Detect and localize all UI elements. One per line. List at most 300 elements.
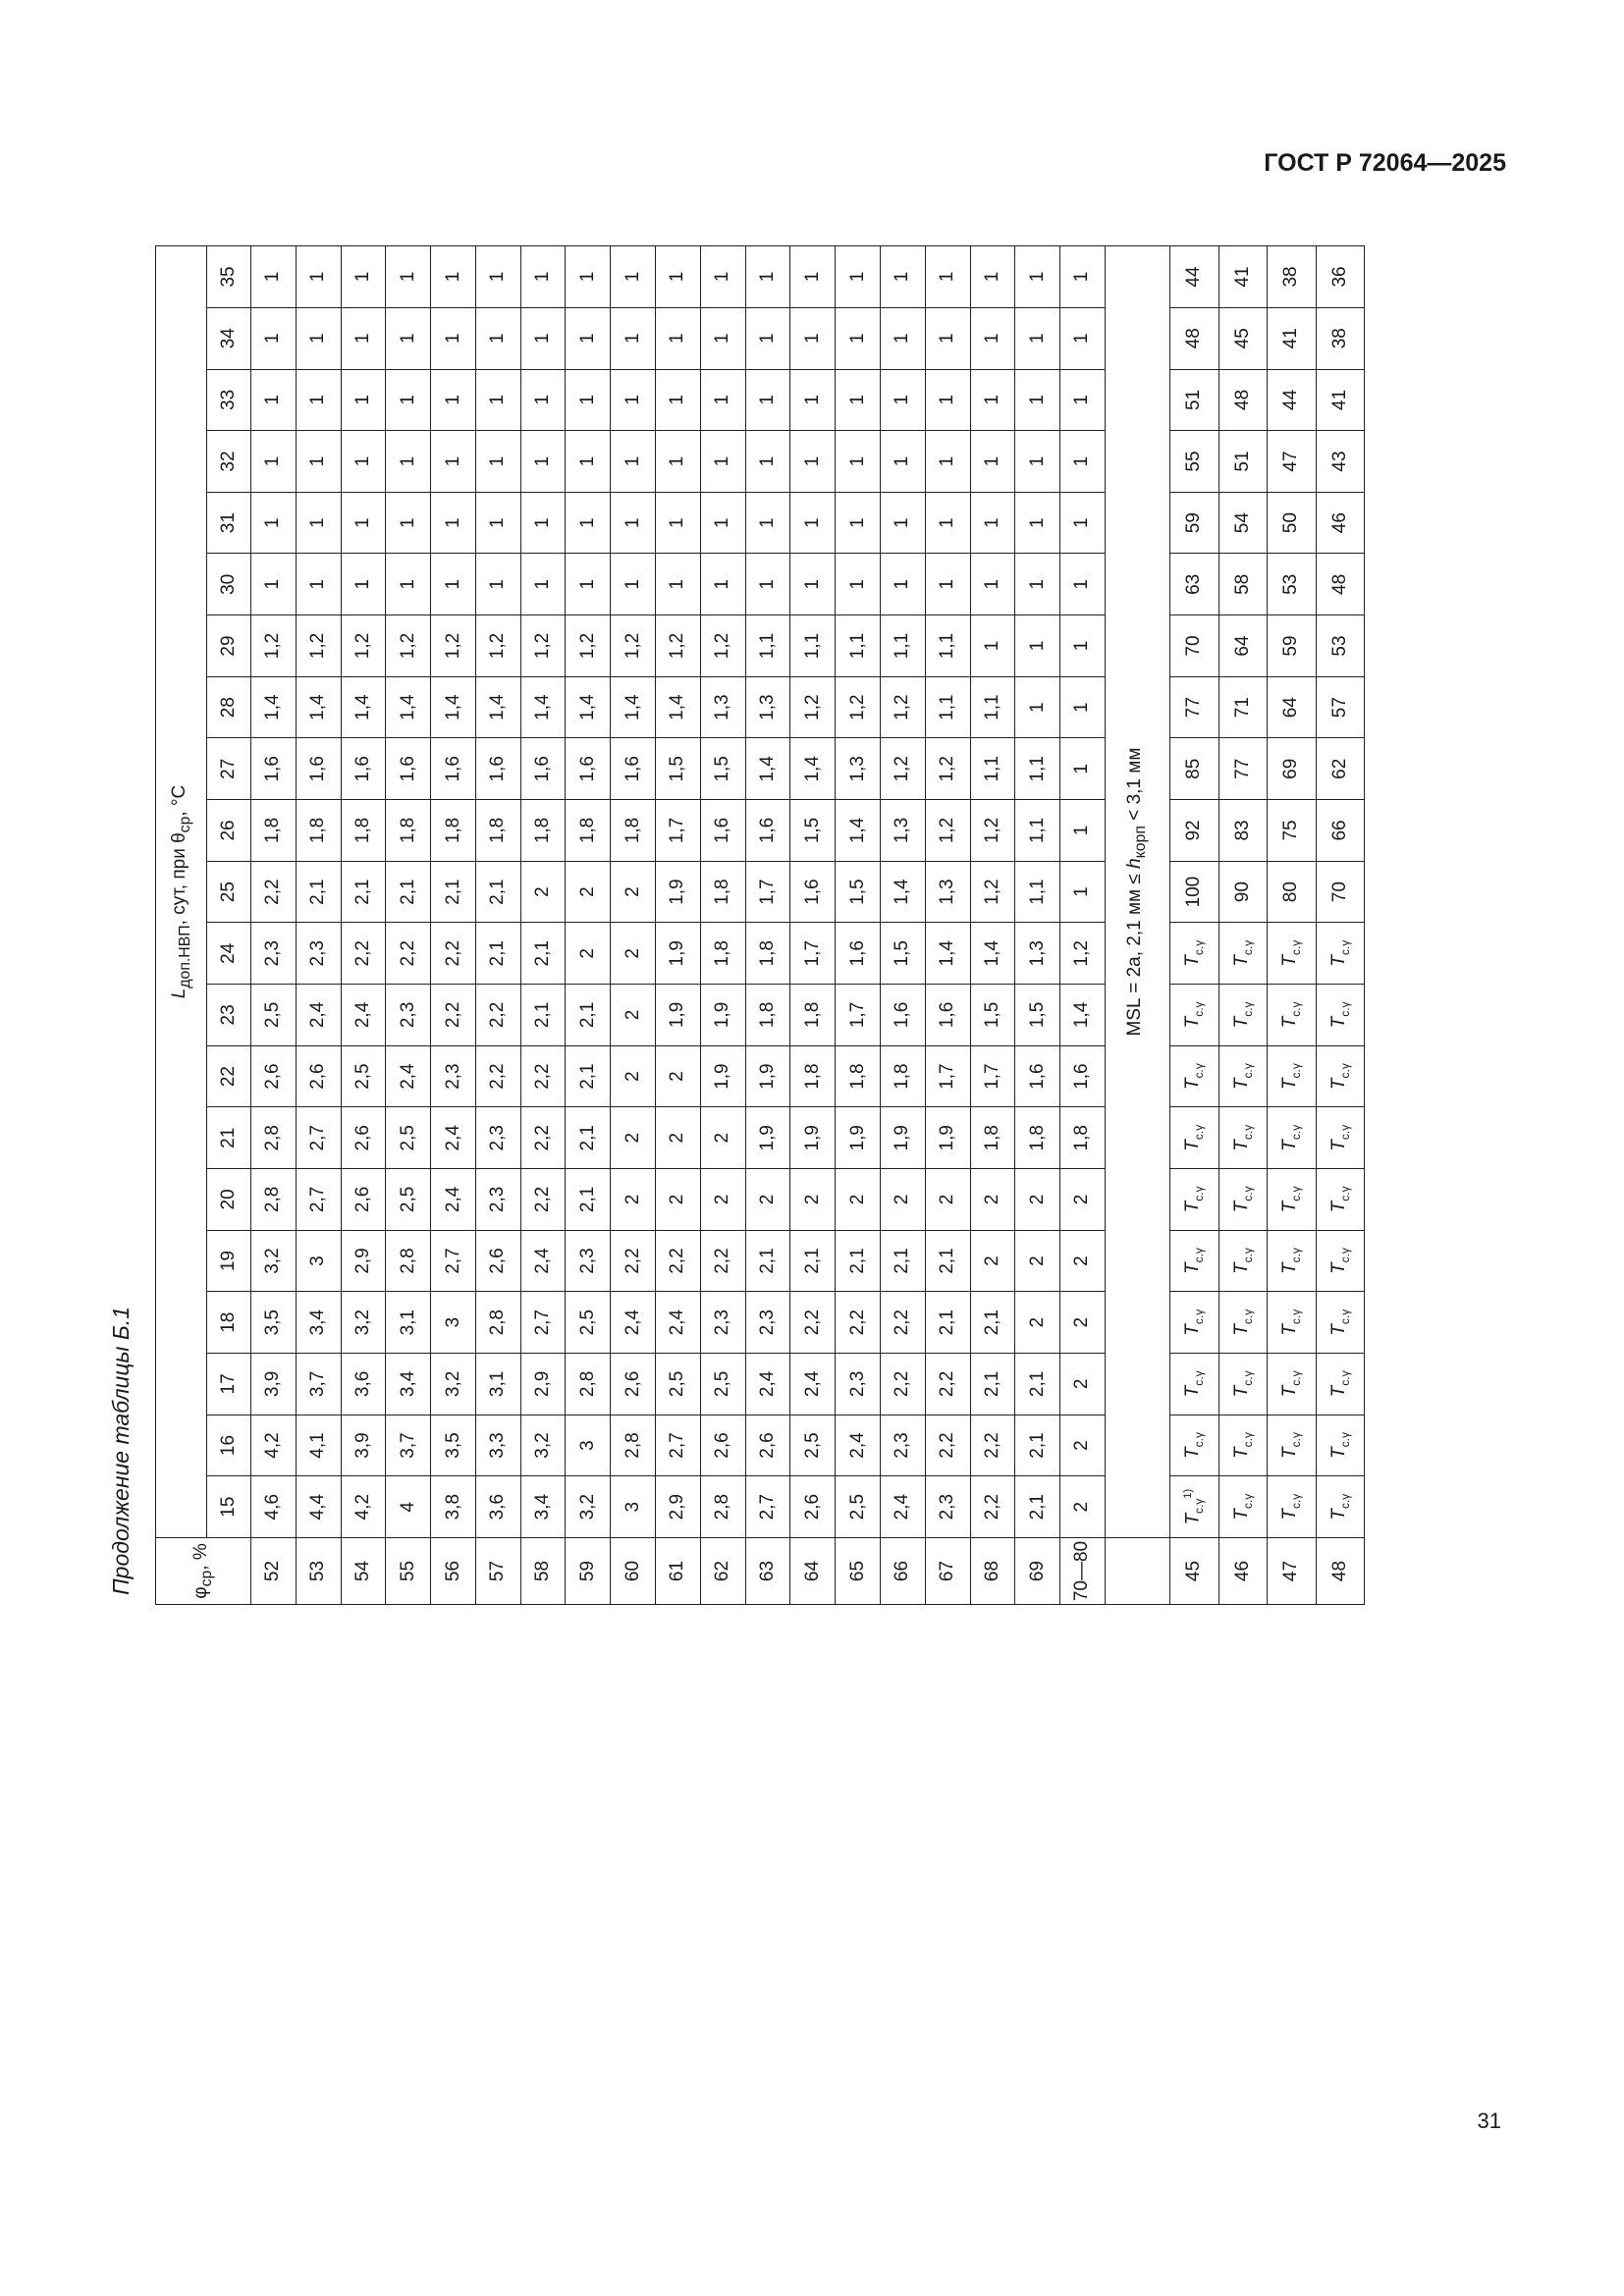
- table-cell: 70: [1169, 615, 1218, 677]
- table-cell: 2,7: [656, 1415, 701, 1476]
- table-cell: 3,5: [431, 1415, 476, 1476]
- table-cell: 2,1: [1015, 1415, 1060, 1476]
- table-cell: 1: [341, 307, 386, 369]
- table-cell: 4,2: [341, 1476, 386, 1538]
- phi-value: 63: [745, 1538, 790, 1605]
- table-cell: 2,7: [296, 1169, 341, 1231]
- table-cell: 1,4: [925, 923, 970, 985]
- table-cell: 1,2: [836, 676, 881, 738]
- tc-cell: [1169, 1292, 1218, 1354]
- table-cell: 1: [566, 431, 611, 493]
- table-cell: 1,9: [925, 1107, 970, 1169]
- table-cell: 1,1: [1015, 861, 1060, 923]
- tc-subscript: c.γ: [1192, 1063, 1207, 1079]
- table-cell: 2,8: [386, 1230, 431, 1292]
- tc-symbol: T: [1182, 1140, 1204, 1151]
- table-cell: 1,2: [611, 615, 656, 677]
- table-cell: 1,2: [925, 738, 970, 800]
- table-cell: 1,9: [700, 985, 745, 1046]
- table-cell: 2,4: [431, 1107, 476, 1169]
- table-cell: 3,4: [520, 1476, 566, 1538]
- table-row: [520, 246, 566, 1605]
- table-cell: 2,4: [745, 1354, 790, 1415]
- table-cell: 1: [431, 369, 476, 431]
- table-cell: 1,4: [880, 861, 925, 923]
- table-cell: 1: [1060, 246, 1106, 308]
- table-cell: 1: [1015, 431, 1060, 493]
- table-cell: 53: [1268, 554, 1316, 615]
- table-cell: 2,6: [341, 1169, 386, 1231]
- table-cell: 2,7: [431, 1230, 476, 1292]
- tc-subscript: c.γ: [1192, 1186, 1207, 1201]
- table-cell: 3,1: [386, 1292, 431, 1354]
- table-row: [836, 246, 881, 1605]
- table-cell: 58: [1218, 554, 1267, 615]
- tc-symbol: T: [1279, 955, 1301, 967]
- table-cell: 1,6: [611, 738, 656, 800]
- tc-subscript: c.γ: [1240, 1308, 1255, 1325]
- table-cell: 1,6: [700, 800, 745, 862]
- table-cell: 2,3: [925, 1476, 970, 1538]
- tc-cell: [1268, 985, 1316, 1046]
- table-cell: 1: [611, 246, 656, 308]
- tc-cell: [1218, 1292, 1267, 1354]
- table-cell: 2,5: [341, 1045, 386, 1107]
- table-row: [566, 246, 611, 1605]
- table-cell: 1: [611, 307, 656, 369]
- table-cell: 1,2: [1060, 923, 1106, 985]
- tc-cell: [1169, 1045, 1218, 1107]
- table-cell: 2: [611, 861, 656, 923]
- table-cell: 1: [566, 554, 611, 615]
- table-cell: 1,4: [341, 676, 386, 738]
- tc-subscript: c.γ: [1337, 1063, 1352, 1079]
- table-cell: 1,6: [790, 861, 836, 923]
- temperature-header: 19: [207, 1230, 251, 1292]
- table-cell: 1: [431, 492, 476, 554]
- table-cell: 1,8: [386, 800, 431, 862]
- table-cell: 3,2: [251, 1230, 297, 1292]
- table-cell: 1: [386, 369, 431, 431]
- tc-cell: [1268, 1045, 1316, 1107]
- table-cell: 1,2: [700, 615, 745, 677]
- table-cell: 1,8: [296, 800, 341, 862]
- table-cell: 2,1: [790, 1230, 836, 1292]
- table-cell: 1: [566, 369, 611, 431]
- table-cell: 1,1: [880, 615, 925, 677]
- table-cell: 1,4: [296, 676, 341, 738]
- table-cell: 2,4: [836, 1415, 881, 1476]
- table-cell: 2: [970, 1169, 1015, 1231]
- tc-subscript: c.γ: [1337, 1186, 1352, 1201]
- table-cell: 1: [925, 369, 970, 431]
- table-cell: 2,9: [341, 1230, 386, 1292]
- tc-cell: [1316, 1292, 1364, 1354]
- tc-subscript: c.γ: [1240, 1248, 1255, 1263]
- table-cell: 1: [296, 492, 341, 554]
- temperature-header: 22: [207, 1045, 251, 1107]
- table-cell: 2,8: [475, 1292, 520, 1354]
- table-cell: 1: [1060, 554, 1106, 615]
- table-cell: 3,7: [386, 1415, 431, 1476]
- table-cell: 1: [1060, 615, 1106, 677]
- table-cell: 2,1: [1015, 1476, 1060, 1538]
- tc-subscript: c.γ: [1289, 939, 1304, 956]
- table-cell: 2: [656, 1107, 701, 1169]
- table-cell: 1: [880, 307, 925, 369]
- table-cell: 1: [566, 492, 611, 554]
- tc-cell: [1268, 1107, 1316, 1169]
- tc-symbol: T: [1182, 1447, 1204, 1459]
- table-cell: 77: [1169, 676, 1218, 738]
- tc-cell: [1218, 985, 1267, 1046]
- table-cell: 1: [1060, 738, 1106, 800]
- temperature-header: 29: [207, 615, 251, 677]
- tc-cell: [1316, 1476, 1364, 1538]
- tc-subscript: c.γ: [1337, 939, 1352, 956]
- phi-value: 57: [475, 1538, 520, 1605]
- table-cell: 2,8: [566, 1354, 611, 1415]
- tc-cell: [1268, 1292, 1316, 1354]
- tc-cell: [1316, 1045, 1364, 1107]
- table-cell: 3,2: [520, 1415, 566, 1476]
- tc-symbol: T: [1327, 1324, 1349, 1336]
- table-row: [431, 246, 476, 1605]
- table-cell: 1,3: [836, 738, 881, 800]
- table-cell: 1,6: [880, 985, 925, 1046]
- table-cell: 1,7: [656, 800, 701, 862]
- table-cell: 2,2: [880, 1354, 925, 1415]
- table-cell: 70: [1316, 861, 1364, 923]
- table-cell: 1,4: [745, 738, 790, 800]
- table-cell: 2,4: [790, 1354, 836, 1415]
- table-cell: 2,1: [475, 861, 520, 923]
- table-cell: 2,2: [520, 1045, 566, 1107]
- table-cell: 44: [1169, 246, 1218, 308]
- table-row: [880, 246, 925, 1605]
- table-cell: 1,2: [296, 615, 341, 677]
- l-subscript: доп.НВП: [176, 925, 193, 988]
- table-cell: 1: [475, 431, 520, 493]
- table-cell: 1: [745, 554, 790, 615]
- table-cell: 2: [1060, 1476, 1106, 1538]
- table-caption: Продолжение таблицы Б.1: [108, 1307, 134, 1595]
- table-row: [656, 246, 701, 1605]
- table-cell: 1: [341, 554, 386, 615]
- temperature-header: 26: [207, 800, 251, 862]
- temperature-group-header: [156, 246, 207, 1538]
- table-cell: 1,4: [611, 676, 656, 738]
- table-cell: 1,4: [475, 676, 520, 738]
- tc-symbol: T: [1279, 1324, 1301, 1336]
- table-row: [790, 246, 836, 1605]
- table-cell: 2,3: [745, 1292, 790, 1354]
- tc-subscript: c.γ: [1240, 1370, 1255, 1386]
- table-cell: 46: [1316, 492, 1364, 554]
- table-cell: 2: [790, 1169, 836, 1231]
- table-cell: 1: [431, 554, 476, 615]
- table-cell: 1,1: [970, 738, 1015, 800]
- table-cell: 3,8: [431, 1476, 476, 1538]
- table-cell: 1,2: [386, 615, 431, 677]
- table-cell: 1: [836, 307, 881, 369]
- temperature-header: 20: [207, 1169, 251, 1231]
- table-cell: 1,6: [431, 738, 476, 800]
- tc-symbol: T: [1279, 1201, 1301, 1213]
- table-cell: 44: [1268, 369, 1316, 431]
- table-cell: 1: [836, 554, 881, 615]
- table-cell: 1,2: [970, 861, 1015, 923]
- table-cell: 2,2: [431, 985, 476, 1046]
- phi-value: 64: [790, 1538, 836, 1605]
- table-cell: 1: [251, 246, 297, 308]
- table-cell: 2,1: [475, 923, 520, 985]
- table-cell: 1,9: [880, 1107, 925, 1169]
- table-cell: 2: [1060, 1169, 1106, 1231]
- table-cell: 100: [1169, 861, 1218, 923]
- tc-subscript: c.γ: [1289, 1493, 1304, 1510]
- table-cell: 83: [1218, 800, 1267, 862]
- tc-symbol: T: [1231, 1016, 1253, 1029]
- table-cell: 1,6: [925, 985, 970, 1046]
- table-cell: 1: [475, 554, 520, 615]
- tc-symbol: T: [1327, 1262, 1349, 1275]
- table-cell: 55: [1169, 431, 1218, 493]
- tc-symbol: T: [1327, 1447, 1349, 1459]
- group-text: , сут, при θ: [168, 832, 189, 926]
- table-cell: 1: [386, 554, 431, 615]
- tc-subscript: c.γ: [1289, 1063, 1304, 1079]
- table-cell: 1: [700, 431, 745, 493]
- table-cell: 1: [251, 554, 297, 615]
- table-cell: 2,9: [656, 1476, 701, 1538]
- table-cell: 2,7: [296, 1107, 341, 1169]
- table-cell: 1: [386, 246, 431, 308]
- table-cell: 1,4: [566, 676, 611, 738]
- table-cell: 1,4: [1060, 985, 1106, 1046]
- table-cell: 90: [1218, 861, 1267, 923]
- table-cell: 38: [1316, 307, 1364, 369]
- tc-symbol: T: [1327, 1140, 1349, 1151]
- table-cell: 1,8: [970, 1107, 1015, 1169]
- table-cell: 1,8: [1015, 1107, 1060, 1169]
- table-cell: 2,1: [431, 861, 476, 923]
- table-cell: 1,5: [836, 861, 881, 923]
- table-cell: 1,8: [836, 1045, 881, 1107]
- tc-symbol: T: [1182, 1385, 1204, 1398]
- table-cell: 1,2: [880, 676, 925, 738]
- table-cell: 1,9: [700, 1045, 745, 1107]
- table-cell: 1,9: [790, 1107, 836, 1169]
- tc-symbol: T: [1327, 1385, 1349, 1398]
- table-cell: 2,2: [970, 1415, 1015, 1476]
- table-cell: 1: [1060, 492, 1106, 554]
- table-row: [1060, 246, 1106, 1605]
- table-cell: 1: [790, 492, 836, 554]
- table-cell: 1,4: [836, 800, 881, 862]
- table-cell: 1: [656, 492, 701, 554]
- tc-subscript: c.γ: [1240, 1063, 1255, 1079]
- table-cell: 2: [1060, 1292, 1106, 1354]
- table-cell: 1,6: [341, 738, 386, 800]
- table-cell: 2,1: [566, 985, 611, 1046]
- table-cell: 1,3: [745, 676, 790, 738]
- table-cell: 1: [566, 246, 611, 308]
- tc-cell: [1218, 1354, 1267, 1415]
- tc-symbol: T: [1231, 1385, 1253, 1398]
- table-cell: 2,3: [386, 985, 431, 1046]
- table-cell: 2: [656, 1045, 701, 1107]
- table-cell: 1: [1060, 861, 1106, 923]
- temperature-header: 30: [207, 554, 251, 615]
- table-cell: 4,4: [296, 1476, 341, 1538]
- table-cell: 1: [925, 554, 970, 615]
- table-cell: 2,2: [475, 1045, 520, 1107]
- table-row: [745, 246, 790, 1605]
- table-cell: 3,3: [475, 1415, 520, 1476]
- table-cell: 3: [611, 1476, 656, 1538]
- table-cell: 3,2: [566, 1476, 611, 1538]
- table-cell: 1,1: [925, 615, 970, 677]
- table-cell: 1,8: [431, 800, 476, 862]
- tc-subscript: c.γ: [1192, 1432, 1207, 1448]
- table-cell: 1: [836, 246, 881, 308]
- table-cell: 2,1: [970, 1292, 1015, 1354]
- table-cell: 48: [1218, 369, 1267, 431]
- tc-symbol: T: [1279, 1509, 1301, 1521]
- table-cell: 1,9: [836, 1107, 881, 1169]
- table-cell: 1: [700, 307, 745, 369]
- table-cell: 1,5: [656, 738, 701, 800]
- table-cell: 4,1: [296, 1415, 341, 1476]
- tc-symbol: T: [1279, 1385, 1301, 1398]
- table-cell: 1: [790, 369, 836, 431]
- table-cell: 2: [925, 1169, 970, 1231]
- table-cell: 1: [566, 307, 611, 369]
- table-cell: 2,5: [700, 1354, 745, 1415]
- table-cell: 2: [656, 1169, 701, 1231]
- table-cell: 1: [296, 554, 341, 615]
- table-cell: 1,4: [431, 676, 476, 738]
- tc-subscript: c.γ: [1337, 1248, 1352, 1263]
- table-cell: 2,1: [1015, 1354, 1060, 1415]
- table-cell: 2,2: [611, 1230, 656, 1292]
- table-cell: 2,3: [475, 1107, 520, 1169]
- tc-subscript: c.γ: [1337, 1370, 1352, 1386]
- table-cell: 2,3: [431, 1045, 476, 1107]
- temperature-header: 32: [207, 431, 251, 493]
- tc-subscript: c.γ: [1240, 1001, 1255, 1017]
- table-cell: 1: [1060, 431, 1106, 493]
- table-cell: 1: [520, 554, 566, 615]
- temperature-header: 23: [207, 985, 251, 1046]
- table-cell: 2: [1015, 1292, 1060, 1354]
- table-cell: 2,1: [341, 861, 386, 923]
- table-cell: 1,8: [790, 1045, 836, 1107]
- table-cell: 2,5: [251, 985, 297, 1046]
- table-cell: 3,1: [475, 1354, 520, 1415]
- temperature-header: 25: [207, 861, 251, 923]
- table-cell: 2,2: [251, 861, 297, 923]
- table-row: [925, 246, 970, 1605]
- table-cell: 1: [475, 492, 520, 554]
- table-cell: 2,4: [386, 1045, 431, 1107]
- table-cell: 1,7: [836, 985, 881, 1046]
- tc-symbol: T: [1279, 1447, 1301, 1459]
- table-cell: 1,1: [1015, 800, 1060, 862]
- table-cell: 2,6: [296, 1045, 341, 1107]
- temperature-header: 27: [207, 738, 251, 800]
- table-cell: 1,9: [745, 1107, 790, 1169]
- table-cell: 41: [1218, 246, 1267, 308]
- table-cell: 1: [970, 246, 1015, 308]
- table-cell: 2: [566, 923, 611, 985]
- table-cell: 1: [251, 307, 297, 369]
- phi-subscript: ср: [197, 1570, 215, 1587]
- table-cell: 2,6: [745, 1415, 790, 1476]
- table-cell: 1: [836, 369, 881, 431]
- table-cell: 1,9: [656, 923, 701, 985]
- table-cell: 1: [1015, 676, 1060, 738]
- table-cell: 1,1: [790, 615, 836, 677]
- table-cell: 1: [611, 492, 656, 554]
- tc-subscript: c.γ: [1337, 1308, 1352, 1325]
- table-cell: 1,8: [566, 800, 611, 862]
- phi-value: 59: [566, 1538, 611, 1605]
- header-row-temps: [207, 246, 251, 1605]
- table-cell: 1,8: [880, 1045, 925, 1107]
- table-cell: 2,2: [880, 1292, 925, 1354]
- table-cell: 1: [836, 492, 881, 554]
- table-cell: 2,1: [836, 1230, 881, 1292]
- table-cell: 48: [1169, 307, 1218, 369]
- tc-cell: [1316, 1107, 1364, 1169]
- table-cell: 2,2: [925, 1354, 970, 1415]
- table-cell: 2,2: [836, 1292, 881, 1354]
- table-cell: 3,4: [386, 1354, 431, 1415]
- table-cell: 1: [431, 246, 476, 308]
- table-cell: 1: [790, 307, 836, 369]
- group-unit: , °С: [168, 784, 189, 817]
- page-number: 31: [1477, 2109, 1501, 2133]
- table-cell: 1: [925, 492, 970, 554]
- table-cell: 1,2: [251, 615, 297, 677]
- tc-cell: [1268, 1230, 1316, 1292]
- table-cell: 1: [475, 307, 520, 369]
- table-cell: 2: [836, 1169, 881, 1231]
- table-row: [700, 246, 745, 1605]
- tc-cell: [1169, 923, 1218, 985]
- table-cell: 1,5: [880, 923, 925, 985]
- phi-value: 56: [431, 1538, 476, 1605]
- table-cell: 47: [1268, 431, 1316, 493]
- phi-value: 60: [611, 1538, 656, 1605]
- table-cell: 2,8: [251, 1107, 297, 1169]
- tc-subscript: c.γ: [1289, 1124, 1304, 1141]
- table-cell: 1: [880, 492, 925, 554]
- table-cell: 1,6: [745, 800, 790, 862]
- table-cell: 2: [1015, 1230, 1060, 1292]
- table-cell: 2,2: [520, 1169, 566, 1231]
- table-cell: 3: [566, 1415, 611, 1476]
- table-cell: 2,1: [745, 1230, 790, 1292]
- table-cell: 1: [925, 431, 970, 493]
- table-cell: 50: [1268, 492, 1316, 554]
- table-cell: 1: [970, 307, 1015, 369]
- phi-symbol: φ: [190, 1586, 212, 1599]
- tc-symbol: T: [1231, 955, 1253, 967]
- tc-symbol: T: [1231, 1447, 1253, 1459]
